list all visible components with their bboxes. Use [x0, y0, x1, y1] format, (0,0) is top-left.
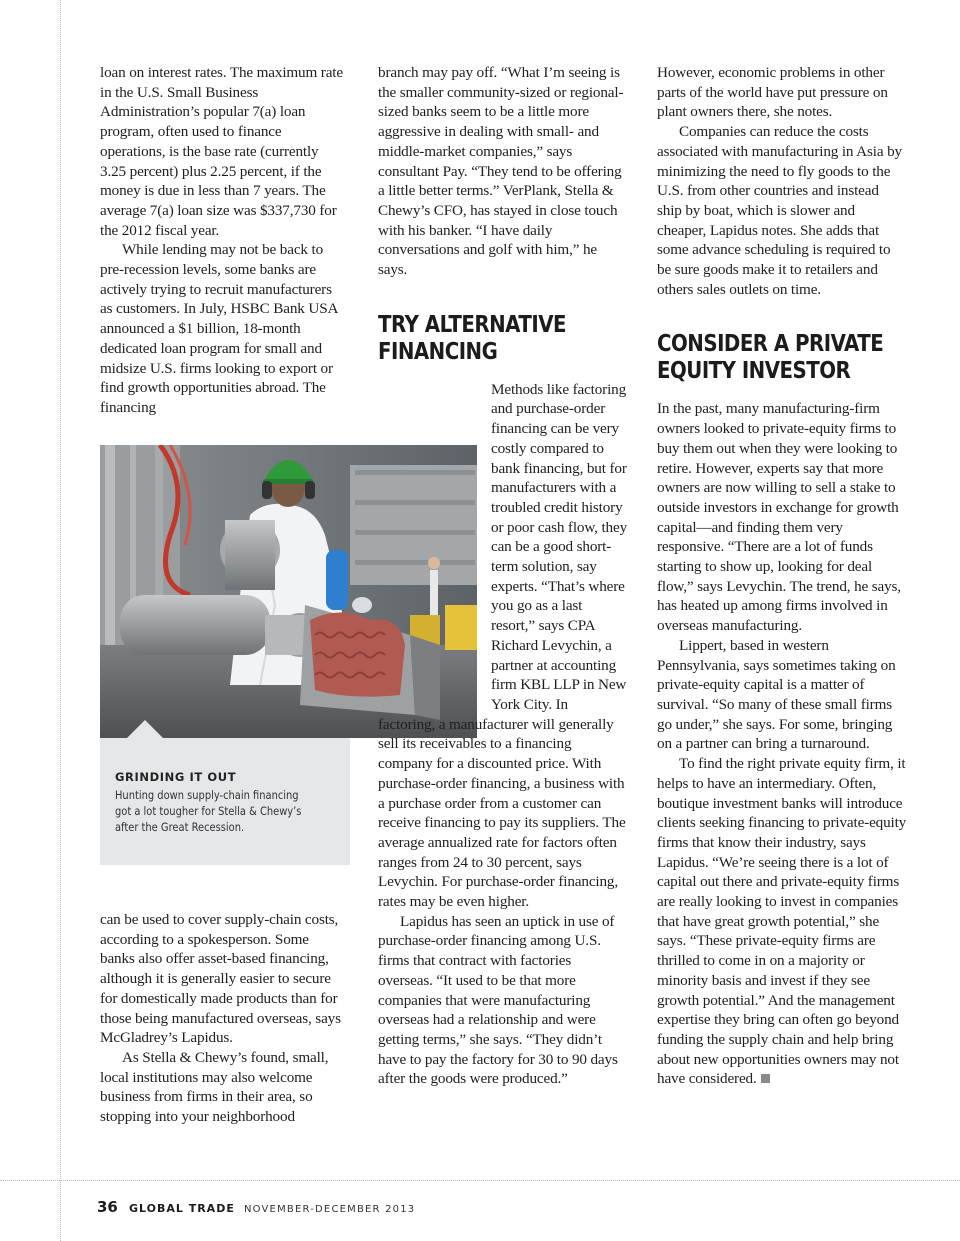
end-mark-icon [761, 1074, 770, 1083]
page-footer [97, 1197, 415, 1216]
column-3 [657, 63, 907, 1089]
paragraph: Lippert, based in western Pennsylvania, says sometimes taking on private-equity capital is a matter of survival. “So many of these small firms go under,” she says. For some, bringing on a partner can bring a turnaround. [657, 636, 896, 753]
caption-notch [127, 720, 163, 738]
photo-wrap-spacer [378, 380, 491, 712]
paragraph: In the past, many manufacturing-firm owners looked to private-equity firms to buy them out when they were looking to retire. However, experts say that more owners are now willing to sell a stake to outside investors in exchange for growth capital—and finding them very responsive. “There are a lot of funds starting to show up, looking for deal flow,” says Levychin. The trend, he says, has heated up among firms involved in overseas manufacturing. [657, 400, 901, 635]
page-number: 36 [97, 1198, 118, 1216]
paragraph: As Stella & Chewy’s found, small, local institutions may also welcome business from firms in their area, so stopping into your neighborhood [100, 1048, 329, 1126]
paragraph: branch may pay off. “What I’m seeing is the smaller community-sized or regional-sized banks seem to be a little more aggressive in dealing with small- and middle-market companies,” says consultant Pay. “They tend to be offering a little better terms.” VerPlank, Stella & Chewy’s CFO, has stayed in close touch with his banker. “I have daily conversations and golf with him,” he says. [378, 64, 624, 279]
column-2 [378, 63, 628, 1089]
paragraph: However, economic problems in other parts of the world have put pressure on plant owners there, she notes. [657, 64, 888, 121]
paragraph: While lending may not be back to pre-recession levels, some banks are actively trying to recruit manufacturers as customers. In July, HSBC Bank USA announced a $1 billion, 18-month dedicated loan program for small and midsize U.S. firms looking to export or find growth opportunities abroad. The financing [100, 241, 338, 416]
paragraph-text: To find the right private equity firm, it helps to have an intermediary. Often, boutique investment banks will introduce clients seeking financing to private-equity firms that know their industry, says Lapidus. “We’re seeing there is a lot of capital out there and private-equity firms are really looking to invest in companies that have great growth potential,” she says. “These private-equity firms are thrilled to come in on a majority or minority basis and invest if they see growth potential.” And the management expertise they bring can often go beyond funding the supply chain and help bring about new opportunities owners may not have considered. [657, 755, 907, 1088]
paragraph: can be used to cover supply-chain costs, according to a spokesperson. Some banks also offer asset-based financing, although it is generally easier to secure for domestically made products than for those being manufactured overseas, says McGladrey’s Lapidus. [100, 911, 341, 1047]
caption-title: GRINDING IT OUT [115, 770, 237, 784]
caption-text: Hunting down supply-chain financing got a lot tougher for Stella & Chewy’s after the Great Recession. [115, 788, 302, 834]
column-1-bottom [100, 910, 345, 1127]
paragraph: loan on interest rates. The maximum rate in the U.S. Small Business Administration’s popular 7(a) loan program, often used to finance operations, is the base rate (currently 3.25 percent) plus 2.25 percent, if the money is due in less than 7 years. The average 7(a) loan size was $337,730 for the 2012 fiscal year. [100, 64, 343, 239]
paragraph: Companies can reduce the costs associated with manufacturing in Asia by minimizing the need to fly goods to the U.S. from other countries and instead ship by boat, which is slower and cheaper, Lapidus notes. She adds that some advance scheduling is required to be sure goods make it to retailers and others sales outlets on time. [657, 123, 902, 298]
section-heading-private-equity: CONSIDER A PRIVATE EQUITY INVESTOR [657, 331, 884, 385]
issue-date: NOVEMBER-DECEMBER 2013 [243, 1204, 416, 1215]
column-1-top [100, 63, 345, 418]
paragraph-final [657, 754, 907, 1089]
magazine-name: GLOBAL TRADE [128, 1202, 235, 1215]
paragraph: Methods like factoring and purchase-order financing can be very costly compared to bank financing, but for manufacturers with a troubled credit history or poor cash flow, they can be a good short-term solution, say experts. “That’s where you go as a last resort,” says CPA Richard Levychin, a partner at accounting firm KBL LLP in New York City. In factoring, a manufacturer will generally sell its receivables to a financing company for a discounted price. With purchase-order financing, a business with a purchase order from a customer can receive financing to pay its suppliers. The average annualized rate for factors often ranges from 24 to 30 percent, says Levychin. For purchase-order financing, rates may be even higher. [378, 380, 628, 911]
section-heading-alternative-financing: TRY ALTERNATIVE FINANCING [378, 311, 566, 365]
trim-line-horizontal [0, 1180, 960, 1181]
trim-line-vertical [60, 0, 61, 1241]
paragraph: Lapidus has seen an uptick in use of purchase-order financing among U.S. firms that contract with factories overseas. “It used to be that more companies that were manufacturing overseas had a relationship and were getting terms,” she says. “They didn’t have to pay the factory for 30 to 90 days after the goods were produced.” [378, 912, 618, 1088]
